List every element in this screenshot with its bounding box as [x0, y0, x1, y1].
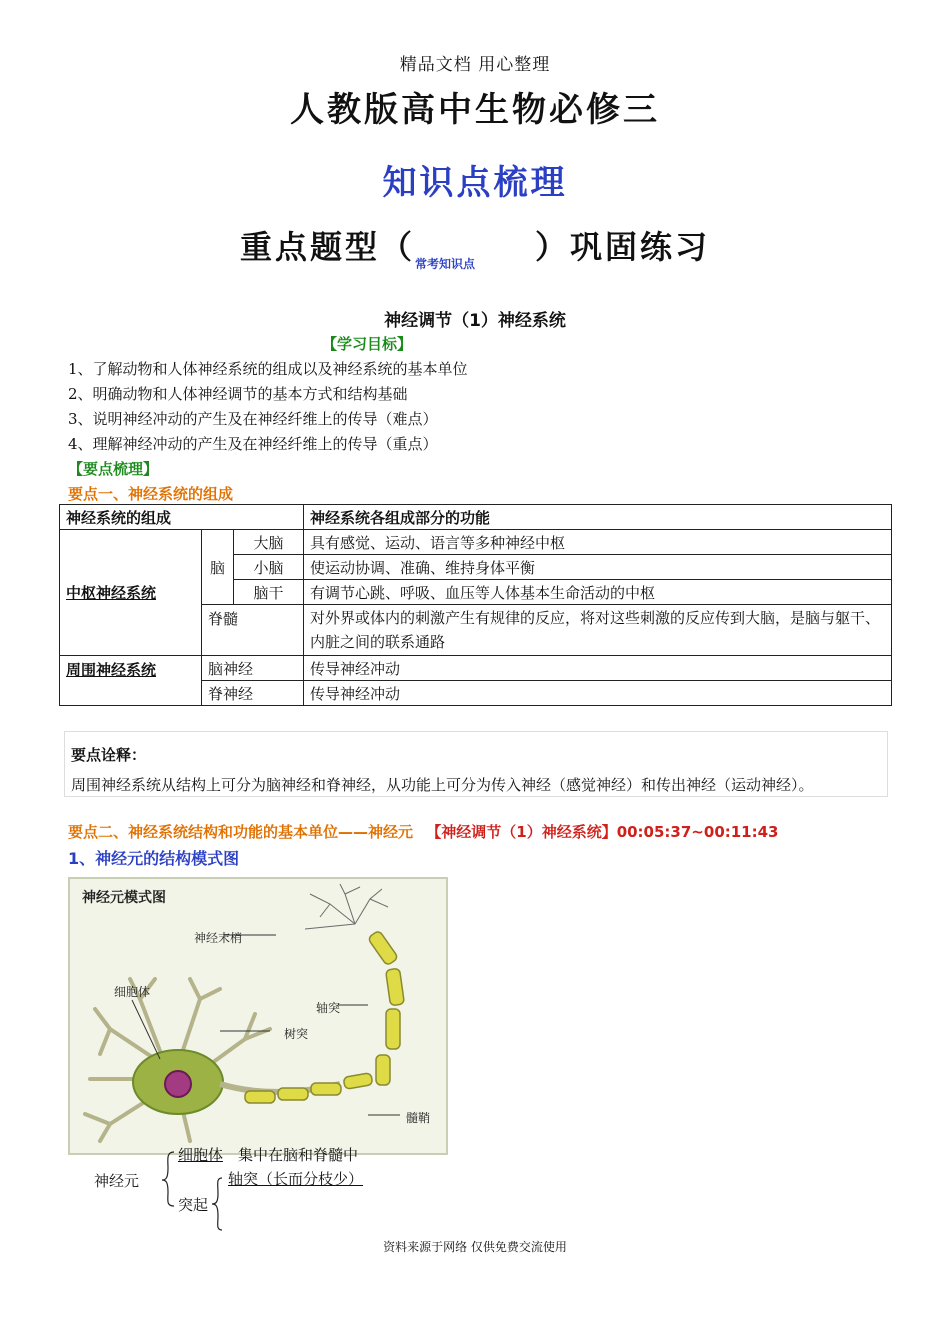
- document-title: 人教版高中生物必修三: [290, 90, 660, 130]
- table-cell: 脊神经: [202, 681, 304, 706]
- table-cell: 脑干: [234, 580, 304, 605]
- practice-heading-left: 重点题型（: [239, 228, 415, 266]
- tree-cell-body-note: 集中在脑和脊髓中: [238, 1146, 359, 1164]
- table-header-cell: 神经系统各组成部分的功能: [304, 505, 892, 530]
- top-note: 精品文档 用心整理: [399, 55, 551, 75]
- section-title: 神经调节（1）神经系统: [384, 311, 566, 331]
- tree-cell-body: 细胞体: [178, 1146, 224, 1164]
- practice-heading-right: ）巩固练习: [535, 228, 711, 266]
- figure-title: 神经元模式图: [82, 890, 166, 906]
- table-cell: 传导神经冲动: [304, 681, 892, 706]
- table-cell: 使运动协调、准确、维持身体平衡: [304, 555, 892, 580]
- point2-title-text: 要点二、神经系统结构和功能的基本单位——神经元: [68, 823, 414, 841]
- goal-item: 2、明确动物和人体神经调节的基本方式和结构基础: [68, 385, 408, 403]
- label-axon: 轴突: [316, 1001, 341, 1015]
- practice-heading-small: 常考知识点: [415, 257, 476, 271]
- neuron-structure-heading: 1、神经元的结构模式图: [68, 849, 240, 868]
- video-timestamp-link[interactable]: 【神经调节（1）神经系统】00:05:37~00:11:43: [426, 823, 779, 841]
- point1-title: 要点一、神经系统的组成: [68, 485, 234, 503]
- label-myelin-sheath: 髓鞘: [406, 1111, 431, 1125]
- neuron-diagram: [68, 877, 448, 1155]
- goals-heading: 【学习目标】: [322, 335, 413, 353]
- goal-item: 1、了解动物和人体神经系统的组成以及神经系统的基本单位: [68, 360, 468, 378]
- note-text: 周围神经系统从结构上可分为脑神经和脊神经，从功能上可分为传入神经（感觉神经）和传出神经（运动神经）。: [71, 776, 814, 794]
- document-subtitle: 知识点梳理: [382, 163, 568, 203]
- table-cell: 传导神经冲动: [304, 656, 892, 681]
- table-cell: 脑神经: [202, 656, 304, 681]
- table-cell: 对外界或体内的刺激产生有规律的反应，将对这些刺激的反应传到大脑，是脑与躯干、内脏之间的联系通路: [304, 605, 892, 656]
- table-row: [60, 530, 892, 555]
- label-cell-body: 细胞体: [114, 985, 151, 999]
- nervous-system-table: [59, 504, 892, 706]
- table-row: [60, 505, 892, 530]
- table-cell: 小脑: [234, 555, 304, 580]
- table-header-cell: 神经系统的组成: [60, 505, 304, 530]
- key-points-heading: 【要点梳理】: [68, 460, 159, 478]
- note-box: [64, 731, 888, 797]
- footer-note: 资料来源于网络 仅供免费交流使用: [383, 1240, 567, 1254]
- brain-cell: 脑: [202, 530, 234, 605]
- neuron-illustration: [70, 879, 446, 1153]
- table-cell: 有调节心跳、呼吸、血压等人体基本生命活动的中枢: [304, 580, 892, 605]
- table-cell: 脊髓: [202, 605, 304, 656]
- table-cell: 具有感觉、运动、语言等多种神经中枢: [304, 530, 892, 555]
- label-nerve-ending: 神经末梢: [194, 931, 243, 945]
- tree-root: 神经元: [94, 1172, 140, 1190]
- label-dendrite: 树突: [284, 1027, 309, 1041]
- goal-item: 3、说明神经冲动的产生及在神经纤维上的传导（难点）: [68, 410, 438, 428]
- table-cell: 大脑: [234, 530, 304, 555]
- central-nervous-system-cell: 中枢神经系统: [60, 530, 202, 656]
- goal-item: 4、理解神经冲动的产生及在神经纤维上的传导（重点）: [68, 435, 438, 453]
- note-label: 要点诠释：: [71, 746, 147, 764]
- point2-title: [68, 821, 779, 842]
- peripheral-nervous-system-cell: 周围神经系统: [60, 656, 202, 706]
- tree-process: 突起: [178, 1196, 209, 1214]
- practice-heading: [0, 222, 950, 272]
- tree-axon: 轴突（长而分枝少）: [228, 1170, 364, 1188]
- table-row: [60, 656, 892, 681]
